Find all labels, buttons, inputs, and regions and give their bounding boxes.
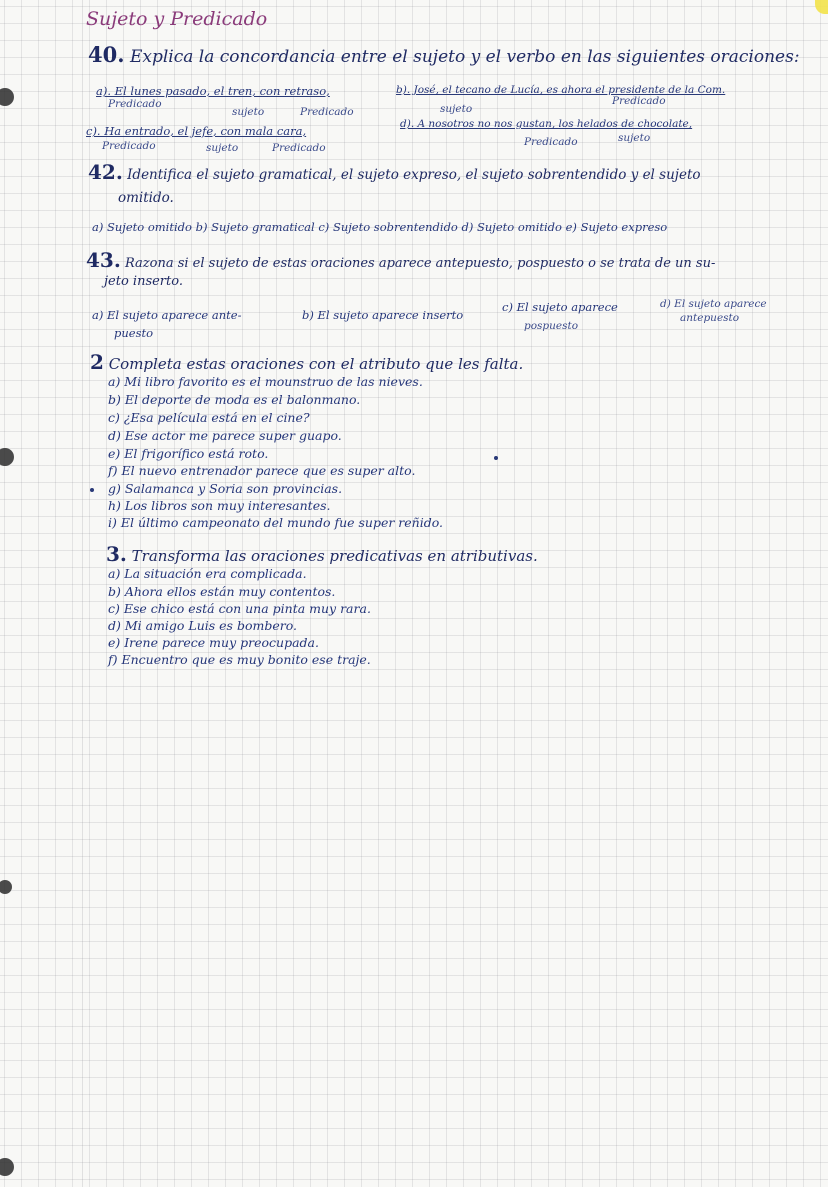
ex40-c-label-1: Predicado xyxy=(102,140,156,152)
ex2-item: i) El último campeonato del mundo fue super reñido. xyxy=(108,515,444,530)
exercise-42-answers: a) Sujeto omitido b) Sujeto gramatical c) Sujeto sobrentendido d) Sujeto omitido e) Sujeto expreso xyxy=(92,220,668,234)
ex2-item: f) El nuevo entrenador parece que es super alto. xyxy=(108,463,416,478)
exercise-43-prompt-line-2: jeto inserto. xyxy=(104,274,183,289)
page-title: Sujeto y Predicado xyxy=(86,8,268,30)
ex40-b-label-1: sujeto xyxy=(440,103,473,115)
ex2-item: c) ¿Esa película está en el cine? xyxy=(108,410,310,425)
ex3-item: a) La situación era complicada. xyxy=(108,566,307,581)
exercise-2-prompt: Completa estas oraciones con el atributo que les falta. xyxy=(108,355,524,373)
ex2-item: d) Ese actor me parece super guapo. xyxy=(108,428,342,443)
ex3-item: c) Ese chico está con una pinta muy rara. xyxy=(108,601,371,616)
punch-hole xyxy=(0,1158,14,1176)
ink-mark xyxy=(494,456,498,460)
exercise-43-number: 43. xyxy=(86,248,121,272)
ex43-c-answer-cont: pospuesto xyxy=(524,320,579,332)
exercise-43-heading xyxy=(86,248,715,272)
ex3-item: f) Encuentro que es muy bonito ese traje. xyxy=(108,652,371,667)
ex43-a-answer-cont: puesto xyxy=(114,326,154,340)
ex2-item: a) Mi libro favorito es el mounstruo de las nieves. xyxy=(108,374,423,389)
exercise-43-prompt-line-1: Razona si el sujeto de estas oraciones aparece antepuesto, pospuesto o se trata de un su- xyxy=(124,256,716,271)
exercise-40-prompt: Explica la concordancia entre el sujeto y el verbo en las siguientes oraciones: xyxy=(129,47,800,67)
ex2-item: b) El deporte de moda es el balonmano. xyxy=(108,392,361,407)
ex3-item: b) Ahora ellos están muy contentos. xyxy=(108,584,336,599)
ex2-item: e) El frigorífico está roto. xyxy=(108,446,269,461)
ex43-a-answer: a) El sujeto aparece ante- xyxy=(92,308,242,322)
bullet-dot xyxy=(90,488,94,492)
ex40-a-label-2: sujeto xyxy=(232,106,265,118)
exercise-42-heading xyxy=(88,160,701,184)
punch-hole xyxy=(0,88,14,106)
ex40-b-sentence: b). José, el tecano de Lucía, es ahora el presidente de la Com. xyxy=(396,84,726,96)
exercise-3-number: 3. xyxy=(106,542,127,566)
punch-hole xyxy=(0,448,14,466)
ex40-c-label-2: sujeto xyxy=(206,142,239,154)
exercise-42-prompt-line-2: omitido. xyxy=(118,190,174,206)
ex3-item: e) Irene parece muy preocupada. xyxy=(108,635,319,650)
ex40-d-sentence: d). A nosotros no nos gustan, los helados de chocolate, xyxy=(400,118,693,130)
exercise-2-number: 2 xyxy=(90,350,104,374)
exercise-40-heading xyxy=(88,42,800,67)
ex40-c-sentence: c). Ha entrado, el jefe, con mala cara, xyxy=(86,124,307,138)
punch-hole xyxy=(0,880,12,894)
ex43-d-answer-cont: antepuesto xyxy=(680,312,740,324)
exercise-42-number: 42. xyxy=(88,160,123,184)
ex40-a-sentence: a). El lunes pasado, el tren, con retraso, xyxy=(96,84,330,98)
ex43-c-answer: c) El sujeto aparece xyxy=(502,300,618,314)
ex2-item: h) Los libros son muy interesantes. xyxy=(108,498,331,513)
ex40-a-label-1: Predicado xyxy=(108,98,162,110)
exercise-40-number: 40. xyxy=(88,42,125,67)
ex40-c-label-3: Predicado xyxy=(272,142,326,154)
ex40-d-label-1: Predicado xyxy=(524,136,578,148)
ex2-item: g) Salamanca y Soria son provincias. xyxy=(108,481,343,496)
exercise-42-prompt-line-1: Identifica el sujeto gramatical, el sujeto expreso, el sujeto sobrentendido y el sujeto xyxy=(127,167,701,183)
exercise-3-prompt: Transforma las oraciones predicativas en atributivas. xyxy=(131,547,538,565)
highlight-mark xyxy=(815,0,828,14)
ex43-d-answer: d) El sujeto aparece xyxy=(660,298,767,310)
ex40-b-label-2: Predicado xyxy=(612,95,666,107)
exercise-2-heading xyxy=(90,350,523,374)
ex3-item: d) Mi amigo Luis es bombero. xyxy=(108,618,297,633)
exercise-3-heading xyxy=(106,542,538,566)
page-margin-line xyxy=(82,0,83,1187)
ex40-a-label-3: Predicado xyxy=(300,106,354,118)
ex43-b-answer: b) El sujeto aparece inserto xyxy=(302,308,464,322)
ex40-d-label-2: sujeto xyxy=(618,132,651,144)
